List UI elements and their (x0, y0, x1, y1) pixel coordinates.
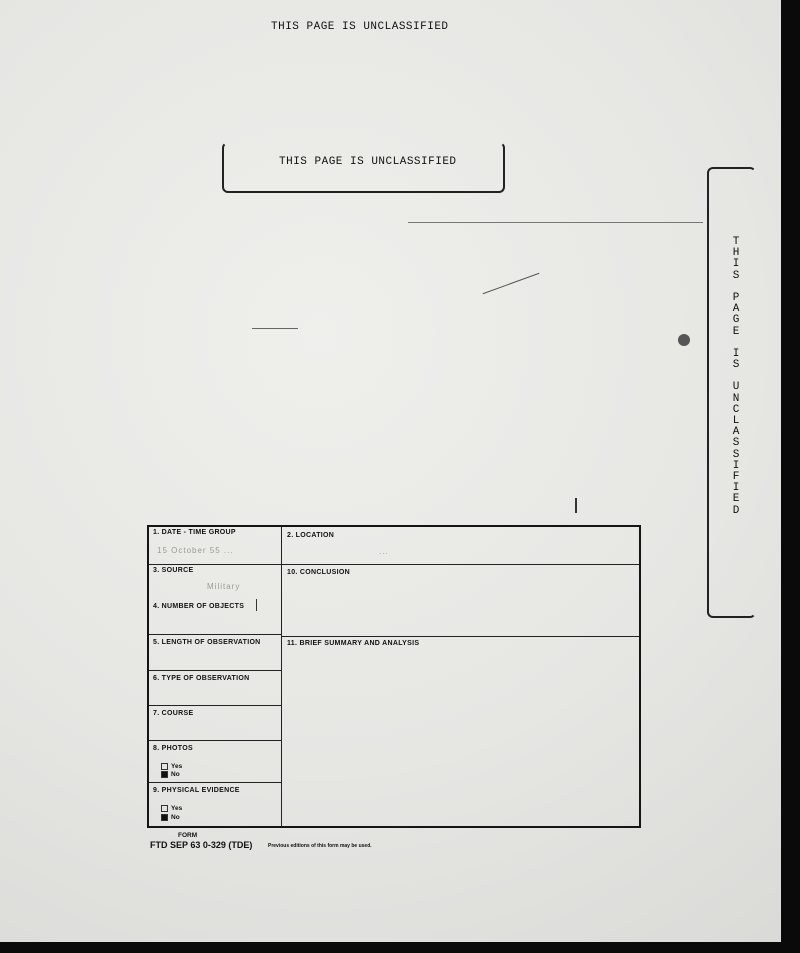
side-classification-letter: I (732, 347, 740, 360)
physical-yes-text: Yes (171, 805, 183, 813)
photos-no-checkbox[interactable] (161, 771, 168, 778)
location-value: ... (379, 547, 389, 556)
side-classification-letter: A (732, 426, 740, 439)
conclusion-label: 10. CONCLUSION (287, 569, 350, 576)
side-classification-letter: I (732, 258, 740, 271)
physical-evidence-label: 9. PHYSICAL EVIDENCE (153, 787, 240, 794)
side-classification-letter: I (732, 482, 740, 495)
side-classification-letter: E (732, 493, 740, 506)
photos-label: 8. PHOTOS (153, 745, 193, 752)
form-identifier: FTD SEP 63 0-329 (TDE) (150, 840, 253, 850)
source-value: Military (207, 582, 241, 591)
physical-yes-option[interactable] (161, 805, 182, 812)
project-record-form (147, 525, 641, 828)
side-classification-letter: U (732, 381, 740, 394)
physical-yes-checkbox[interactable] (161, 805, 168, 812)
side-classification-text (727, 237, 745, 517)
side-classification-letter: N (732, 392, 740, 405)
side-classification-letter: S (732, 359, 740, 372)
form-divider (282, 564, 639, 565)
scan-edge-bottom (0, 942, 800, 953)
source-label: 3. SOURCE (153, 567, 194, 574)
date-time-value: 15 October 55 ... (157, 546, 234, 555)
brief-summary-label: 11. BRIEF SUMMARY AND ANALYSIS (287, 640, 420, 647)
side-classification-letter: A (732, 303, 740, 316)
number-of-objects-tick (256, 599, 257, 611)
scan-mark (252, 328, 298, 329)
physical-no-option[interactable] (161, 814, 180, 821)
form-divider (149, 564, 281, 565)
side-classification-letter: L (732, 415, 740, 427)
side-classification-letter: I (732, 459, 740, 472)
form-divider (149, 782, 281, 783)
scan-mark (575, 498, 577, 513)
side-classification-letter: S (732, 448, 740, 461)
side-classification-letter: T (732, 236, 740, 248)
length-of-observation-label: 5. LENGTH OF OBSERVATION (153, 639, 261, 646)
form-previous-editions-note: Previous editions of this form may be used. (268, 843, 372, 849)
scan-mark (408, 222, 703, 223)
form-word: FORM (178, 832, 198, 839)
form-divider (149, 705, 281, 706)
side-classification-letter: D (732, 504, 740, 517)
form-divider (149, 740, 281, 741)
scan-edge-right (781, 0, 800, 953)
side-classification-letter: S (732, 269, 740, 282)
photos-no-option[interactable] (161, 771, 180, 778)
bracket-classification-header: THIS PAGE IS UNCLASSIFIED (279, 156, 457, 168)
photos-no-text: No (171, 771, 180, 779)
scan-mark (678, 334, 690, 346)
physical-no-checkbox[interactable] (161, 814, 168, 821)
photos-yes-option[interactable] (161, 763, 182, 770)
side-classification-letter: F (732, 470, 740, 483)
number-of-objects-label: 4. NUMBER OF OBJECTS (153, 603, 245, 610)
side-classification-letter: C (732, 403, 740, 416)
side-classification-letter: P (732, 291, 740, 304)
form-divider-vertical (281, 527, 282, 826)
top-classification-header: THIS PAGE IS UNCLASSIFIED (271, 21, 449, 33)
side-classification-letter: S (732, 437, 740, 450)
form-divider (282, 636, 639, 637)
type-of-observation-label: 6. TYPE OF OBSERVATION (153, 675, 250, 682)
side-classification-letter: E (732, 325, 740, 338)
form-divider (149, 634, 281, 635)
course-label: 7. COURSE (153, 710, 194, 717)
form-divider (149, 670, 281, 671)
physical-no-text: No (171, 814, 180, 822)
location-label: 2. LOCATION (287, 532, 335, 539)
side-classification-letter: G (732, 314, 740, 327)
side-classification-letter: H (732, 247, 740, 260)
photos-yes-text: Yes (171, 763, 183, 771)
date-time-label: 1. DATE - TIME GROUP (153, 529, 236, 536)
photos-yes-checkbox[interactable] (161, 763, 168, 770)
